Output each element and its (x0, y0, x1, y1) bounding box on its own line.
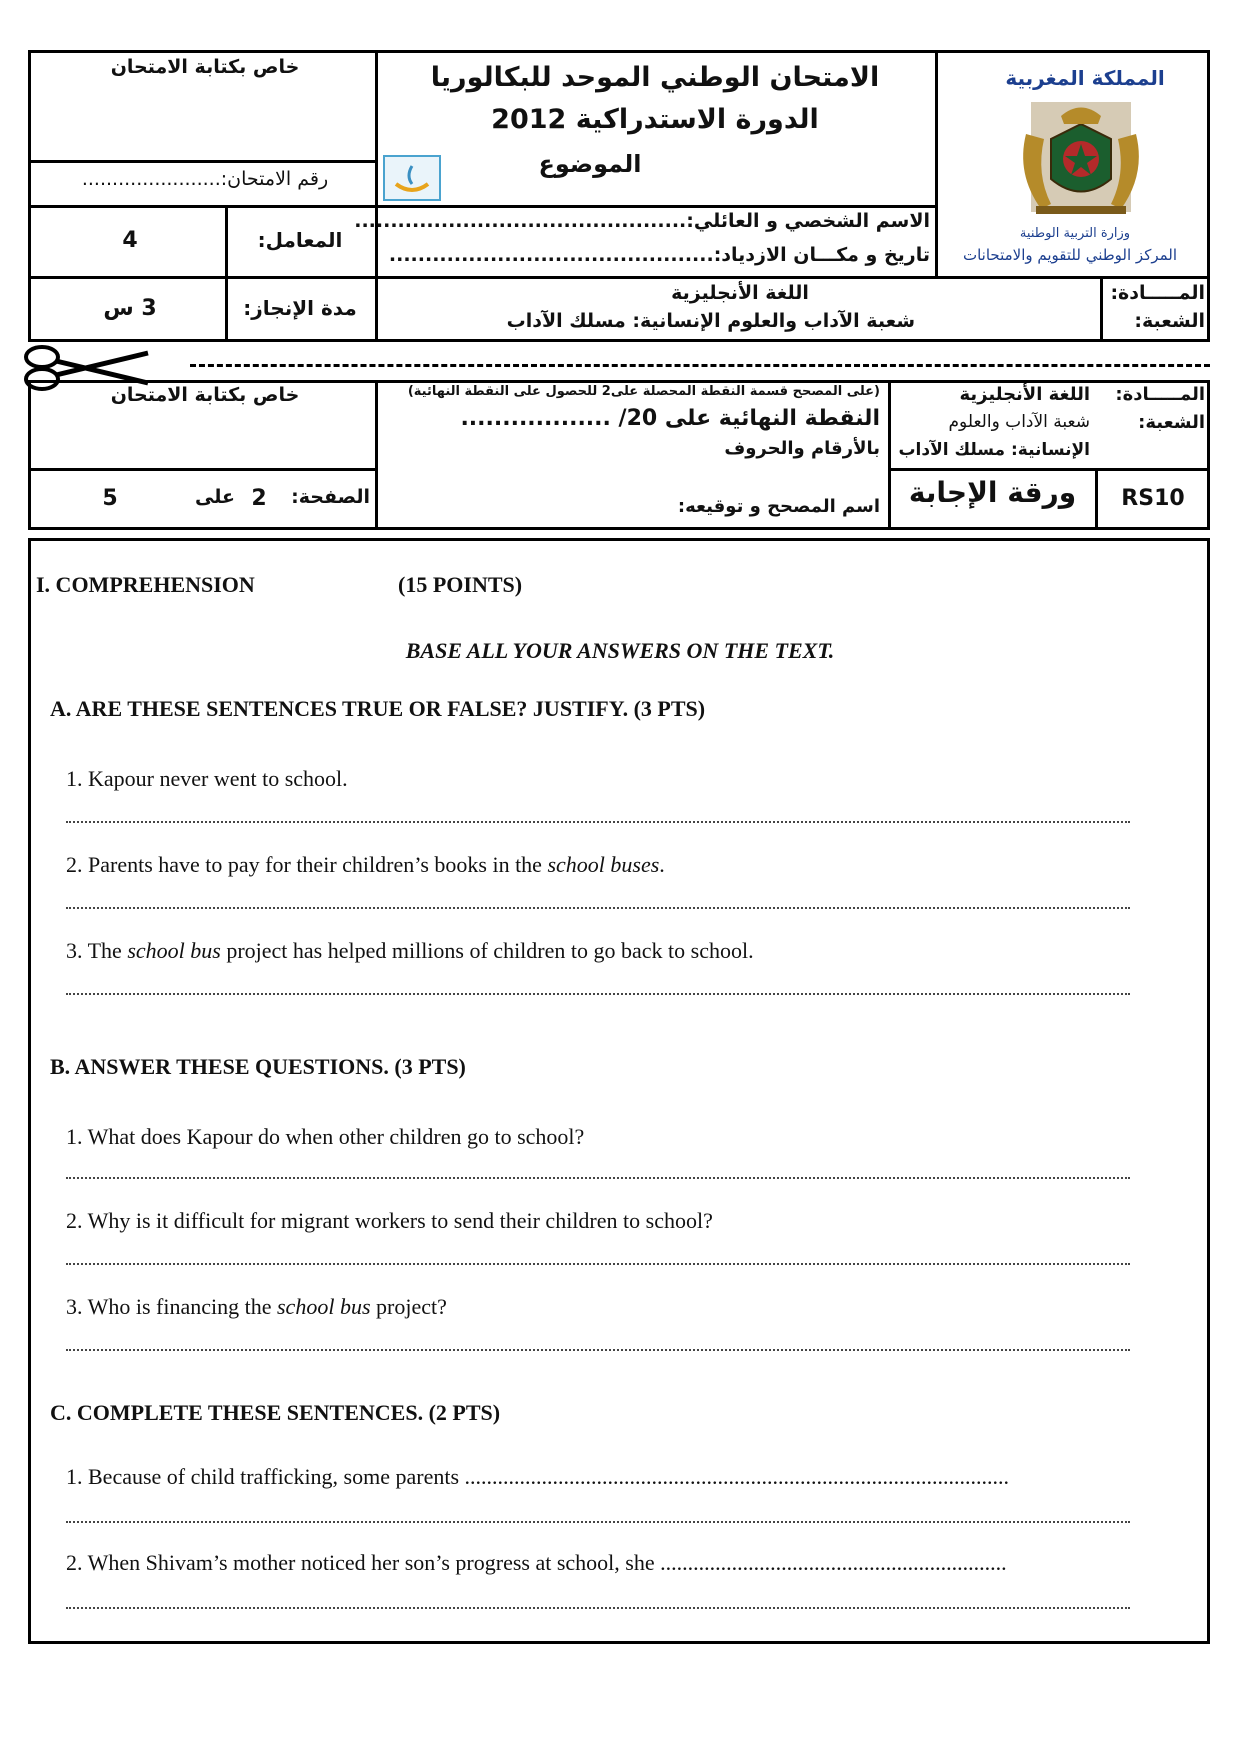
divider (28, 468, 378, 471)
page-number: 2 (251, 486, 267, 511)
session-title: الدورة الاستدراكية 2012 (491, 104, 819, 135)
answer-reserved-label: خاص بكتابة الامتحان (110, 384, 300, 406)
branch-value: شعبة الآداب والعلوم الإنسانية: مسلك الآداب (506, 310, 915, 332)
divider (225, 205, 228, 342)
birth-field[interactable]: تاريخ و مكـــان الازدياد:............................................. (388, 244, 930, 266)
matter-label: المـــــادة: (1110, 282, 1205, 304)
answer-line-a3[interactable] (66, 990, 1130, 995)
page-of: على (195, 486, 235, 508)
answer-sheet-title: ورقة الإجابة (908, 476, 1077, 509)
answer-line-b1[interactable] (66, 1174, 1130, 1179)
instruction: BASE ALL YOUR ANSWERS ON THE TEXT. (405, 638, 835, 663)
coat-of-arms-icon (1006, 94, 1156, 224)
page-label: الصفحة: (291, 486, 370, 508)
question-b2: 2. Why is it difficult for migrant workers to send their children to school? (66, 1208, 713, 1233)
question-c1[interactable]: 1. Because of child trafficking, some parents ................................................................................................... (66, 1464, 1010, 1489)
divider (888, 380, 891, 530)
divider (375, 50, 378, 342)
matter-value: اللغة الأنجليزية (671, 282, 809, 304)
question-a2-italic: school buses (547, 852, 660, 877)
divider (28, 276, 1210, 279)
page-total: 5 (102, 486, 118, 511)
answer-line-c1[interactable] (66, 1518, 1130, 1523)
divider (935, 50, 938, 276)
final-grade-field[interactable]: النقطة النهائية على 20/ .................. (460, 406, 880, 431)
coef-label: المعامل: (257, 228, 343, 252)
question-a2 (66, 852, 665, 878)
divider (28, 205, 938, 208)
exam-title: الامتحان الوطني الموحد للبكالوريا (430, 62, 880, 93)
corrector-note: (على المصحح قسمة النقطة المحصلة على2 للحصول على النقطة النهائية) (407, 384, 880, 399)
answer-branch-value-2: الإنسانية: مسلك الآداب (898, 440, 1090, 460)
divider (375, 380, 378, 530)
ministry-label: وزارة التربية الوطنية (1019, 226, 1131, 241)
answer-line-a1[interactable] (66, 818, 1130, 823)
question-a3-text: 3. The (66, 938, 128, 963)
question-b1: 1. What does Kapour do when other children go to school? (66, 1124, 585, 1149)
section-title: I. COMPREHENSION (36, 572, 255, 597)
question-b3-text: 3. Who is financing the (66, 1294, 277, 1319)
subject-label: الموضوع (538, 150, 642, 178)
question-a3 (66, 938, 754, 964)
question-a3-end: project has helped millions of children to go back to school. (220, 938, 754, 963)
part-a-title: A. ARE THESE SENTENCES TRUE OR FALSE? JUSTIFY. (3 PTS) (50, 696, 706, 721)
divider (1095, 468, 1098, 530)
exam-number-field[interactable]: رقم الامتحان:....................... (81, 168, 329, 190)
branch-label: الشعبة: (1134, 310, 1205, 332)
corrector-signature-field[interactable]: اسم المصحح و توقيعه: (677, 496, 880, 517)
answer-line-b3[interactable] (66, 1346, 1130, 1351)
divider (1100, 276, 1103, 342)
name-field[interactable]: الاسم الشخصي و العائلي:.............................................. (354, 210, 930, 232)
question-b3-end: project? (370, 1294, 447, 1319)
reserved-label: خاص بكتابة الامتحان (110, 56, 300, 78)
question-a2-end: . (659, 852, 665, 877)
section-points: (15 POINTS) (398, 572, 523, 597)
answer-line-c2[interactable] (66, 1604, 1130, 1609)
question-a1: 1. Kapour never went to school. (66, 766, 348, 791)
exam-code: RS10 (1121, 486, 1185, 511)
kingdom-label: المملكة المغربية (1005, 66, 1165, 90)
grade-in-words: بالأرقام والحروف (724, 438, 880, 459)
question-c2[interactable]: 2. When Shivam’s mother noticed her son’s progress at school, she ............................................................... (66, 1550, 1007, 1575)
duration-label: مدة الإنجاز: (243, 296, 357, 320)
coef-value: 4 (122, 228, 138, 253)
part-c-title: C. COMPLETE THESE SENTENCES. (2 PTS) (50, 1400, 501, 1425)
question-a3-italic: school bus (127, 938, 221, 963)
answer-line-b2[interactable] (66, 1260, 1130, 1265)
question-b3-italic: school bus (277, 1294, 371, 1319)
question-b3 (66, 1294, 447, 1320)
duration-value: 3 س (103, 296, 157, 321)
divider (28, 160, 378, 163)
center-label: المركز الوطني للتقويم والامتحانات (962, 246, 1178, 264)
answer-line-a2[interactable] (66, 904, 1130, 909)
answer-matter-label: المـــــادة: (1115, 384, 1205, 405)
answer-branch-label: الشعبة: (1138, 412, 1205, 433)
question-a2-text: 2. Parents have to pay for their children’s books in the (66, 852, 548, 877)
divider (888, 468, 1210, 471)
cnee-logo-icon (382, 154, 442, 202)
answer-matter-value: اللغة الأنجليزية (959, 384, 1090, 405)
answer-branch-value-1: شعبة الآداب والعلوم (948, 412, 1090, 432)
part-b-title: B. ANSWER THESE QUESTIONS. (3 PTS) (50, 1054, 466, 1079)
cut-line (190, 364, 1210, 367)
